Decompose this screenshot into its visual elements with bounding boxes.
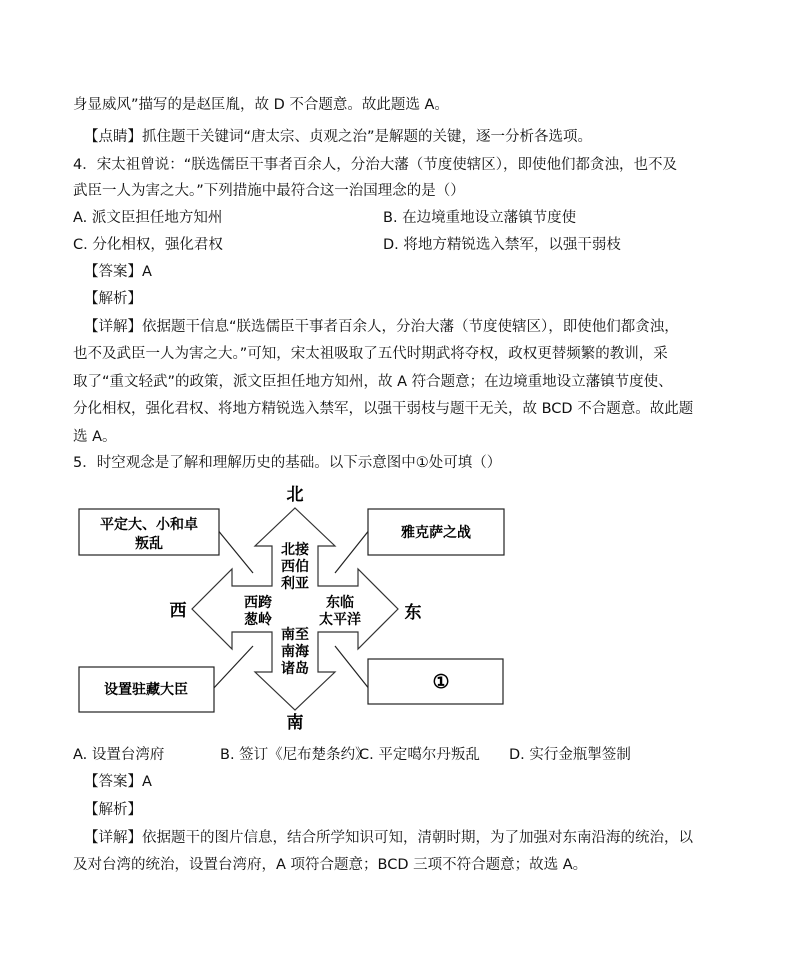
- connector-sw: [212, 646, 253, 690]
- compass-cross-arrows: [192, 508, 398, 710]
- box-northwest-text-2: 叛乱: [135, 536, 163, 552]
- q4-detail-line-2: 也不及武臣一人为害之大。”可知，宋太祖吸取了五代时期武将夺权，政权更替频繁的教训，采: [73, 346, 668, 362]
- arrow-north-text-2: 西伯: [281, 559, 309, 575]
- arrow-west-text-1: 西跨: [244, 595, 272, 611]
- q4-detail-line-1: 【详解】依据题干信息“朕选儒臣干事者百余人，分治大藩（节度使辖区），即使他们都贪浊，: [84, 319, 679, 335]
- q4-stem-line-1: 4．宋太祖曾说：“朕选儒臣干事者百余人，分治大藩（节度使辖区），即使他们都贪浊，也不及: [73, 157, 677, 173]
- q5-answer: 【答案】A: [84, 774, 152, 790]
- q5-option-a: A. 设置台湾府: [73, 747, 165, 763]
- circled-one-marker: ①: [432, 671, 450, 693]
- q4-analysis-label: 【解析】: [84, 291, 142, 307]
- q5-option-d: D. 实行金瓶掣签制: [509, 747, 631, 763]
- arrow-south-text-3: 诸岛: [281, 661, 309, 677]
- qing-territory-diagram: [70, 478, 520, 740]
- q4-answer: 【答案】A: [84, 264, 152, 280]
- west-label: 西: [169, 601, 187, 621]
- q4-detail-line-5: 选 A。: [73, 429, 117, 445]
- pointer-note: 【点睛】抓住题干关键词“唐太宗、贞观之治”是解题的关键，逐一分析各选项。: [84, 129, 593, 145]
- q4-stem-line-2: 武臣一人为害之大。”下列措施中最符合这一治国理念的是（）: [73, 183, 465, 199]
- q4-option-b: B. 在边境重地设立藩镇节度使: [383, 210, 577, 226]
- box-northwest-text-1: 平定大、小和卓: [100, 517, 198, 533]
- box-northeast-text: 雅克萨之战: [401, 525, 471, 541]
- arrow-east-text-1: 东临: [326, 595, 354, 611]
- connector-se: [335, 646, 370, 690]
- north-label: 北: [286, 485, 304, 505]
- q5-option-b: B. 签订《尼布楚条约》: [220, 747, 370, 763]
- east-label: 东: [404, 603, 422, 623]
- q4-option-a: A. 派文臣担任地方知州: [73, 210, 223, 226]
- q4-option-c: C. 分化相权，强化君权: [73, 237, 223, 253]
- box-southwest-text: 设置驻藏大臣: [104, 682, 188, 698]
- q5-stem: 5．时空观念是了解和理解历史的基础。以下示意图中①处可填（）: [73, 455, 502, 471]
- q5-analysis-label: 【解析】: [84, 802, 142, 818]
- q5-option-c: C. 平定噶尔丹叛乱: [359, 747, 480, 763]
- q4-detail-line-4: 分化相权，强化君权、将地方精锐选入禁军，以强干弱枝与题干无关，故 BCD 不合题意。故此题: [73, 401, 694, 417]
- q4-detail-line-3: 取了“重文轻武”的政策，派文臣担任地方知州，故 A 符合题意；在边境重地设立藩镇节度使、: [73, 374, 673, 390]
- q4-option-d: D. 将地方精锐选入禁军，以强干弱枝: [383, 237, 621, 253]
- arrow-north-text-1: 北接: [281, 542, 309, 558]
- arrow-north-text-3: 利亚: [281, 576, 309, 592]
- arrow-south-text-1: 南至: [281, 627, 309, 643]
- arrow-east-text-2: 太平洋: [319, 612, 361, 628]
- south-label: 南: [286, 713, 304, 733]
- previous-analysis-line: 身显威风”描写的是赵匡胤，故 D 不合题意。故此题选 A。: [73, 97, 449, 113]
- arrow-south-text-2: 南海: [281, 644, 309, 660]
- q5-detail-line-1: 【详解】依据题干的图片信息，结合所学知识可知，清朝时期，为了加强对东南沿海的统治，以: [84, 830, 693, 846]
- q5-detail-line-2: 及对台湾的统治，设置台湾府，A 项符合题意；BCD 三项不符合题意；故选 A。: [73, 857, 588, 873]
- arrow-west-text-2: 葱岭: [244, 612, 272, 628]
